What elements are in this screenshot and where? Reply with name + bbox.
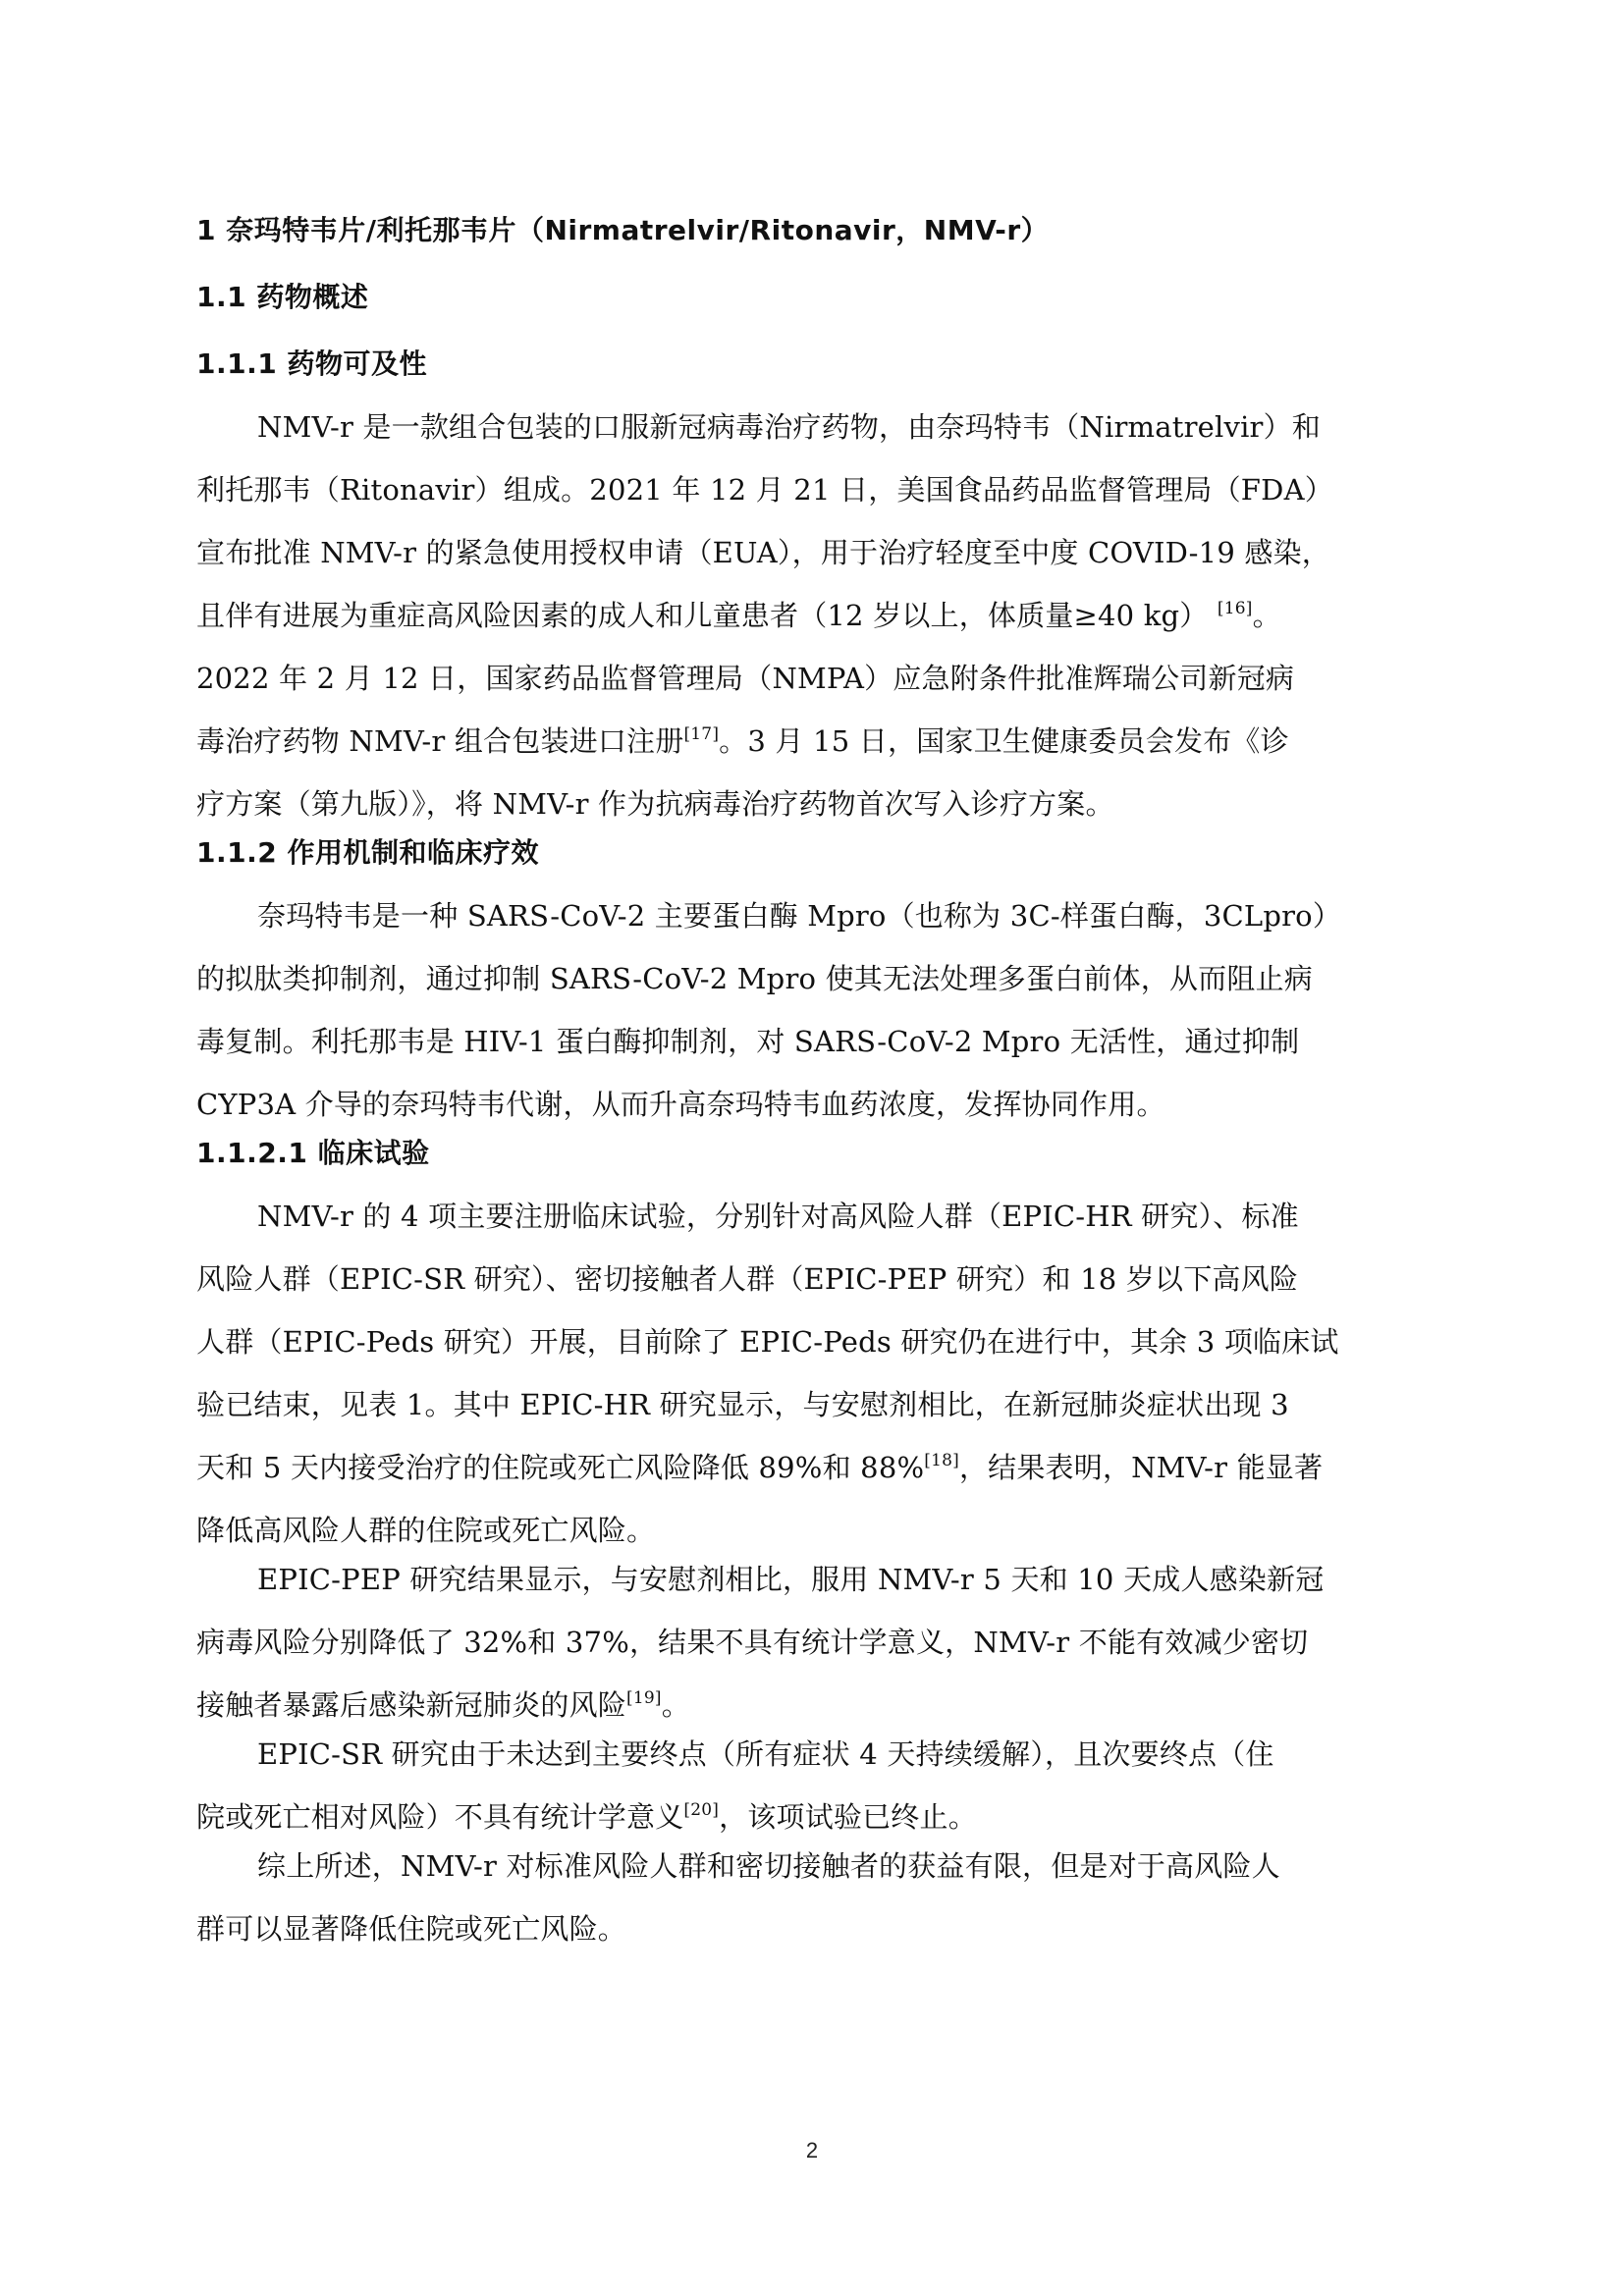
citation-ref-17: [17] xyxy=(683,724,720,744)
citation-ref-20: [20] xyxy=(683,1800,720,1820)
section-heading-1-1-2: 1.1.2 作用机制和临床疗效 xyxy=(196,836,539,869)
text-segment: 。 xyxy=(661,1688,690,1722)
text-segment: 毒治疗药物 NMV-r 组合包装进口注册 xyxy=(196,724,684,758)
text-line: 病毒风险分别降低了 32%和 37%，结果不具有统计学意义，NMV-r 不能有效减少密切 xyxy=(196,1626,1309,1659)
text-line: 宣布批准 NMV-r 的紧急使用授权申请（EUA），用于治疗轻度至中度 COVID-19 感染， xyxy=(196,536,1330,569)
paragraph-mechanism xyxy=(196,899,1434,1121)
text-segment: 且伴有进展为重症高风险因素的成人和儿童患者（12 岁以上，体质量≥40 kg） xyxy=(196,599,1209,632)
text-segment: 接触者暴露后感染新冠肺炎的风险 xyxy=(196,1688,627,1722)
text-line: 2022 年 2 月 12 日，国家药品监督管理局（NMPA）应急附条件批准辉瑞公司新冠病 xyxy=(196,662,1295,695)
text-line xyxy=(196,724,1434,758)
text-line: EPIC-SR 研究由于未达到主要终点（所有症状 4 天持续缓解），且次要终点（住 xyxy=(257,1737,1274,1771)
text-line xyxy=(196,1800,1434,1834)
text-line: 风险人群（EPIC-SR 研究）、密切接触者人群（EPIC-PEP 研究）和 18 岁以下高风险 xyxy=(196,1262,1299,1296)
text-line: 综上所述，NMV-r 对标准风险人群和密切接触者的获益有限，但是对于高风险人 xyxy=(257,1849,1280,1883)
text-line: NMV-r 是一款组合包装的口服新冠病毒治疗药物，由奈玛特韦（Nirmatrelvir）和 xyxy=(257,410,1322,444)
text-segment: 。 xyxy=(1252,599,1281,632)
citation-ref-19: [19] xyxy=(626,1688,662,1708)
paragraph-epic-pep xyxy=(196,1563,1434,1722)
section-heading-1-1-1: 1.1.1 药物可及性 xyxy=(196,347,427,380)
paragraph-epic-sr xyxy=(196,1737,1434,1834)
text-line: 降低高风险人群的住院或死亡风险。 xyxy=(196,1514,656,1547)
text-line: CYP3A 介导的奈玛特韦代谢，从而升高奈玛特韦血药浓度，发挥协同作用。 xyxy=(196,1088,1165,1121)
text-line xyxy=(196,1688,1434,1722)
paragraph-summary xyxy=(196,1849,1434,1946)
section-heading-1: 1 奈玛特韦片/利托那韦片（Nirmatrelvir/Ritonavir，NMV-r） xyxy=(196,214,1050,246)
citation-ref-18: [18] xyxy=(924,1451,959,1470)
text-segment: 。3 月 15 日，国家卫生健康委员会发布《诊 xyxy=(719,724,1289,758)
section-heading-1-1-2-1: 1.1.2.1 临床试验 xyxy=(196,1137,430,1169)
page-number: 2 xyxy=(805,2138,819,2163)
text-segment: 天和 5 天内接受治疗的住院或死亡风险降低 89%和 88% xyxy=(196,1451,925,1484)
text-segment: ，结果表明，NMV-r 能显著 xyxy=(958,1451,1324,1484)
text-line: 群可以显著降低住院或死亡风险。 xyxy=(196,1912,627,1946)
section-heading-1-1: 1.1 药物概述 xyxy=(196,281,369,313)
text-line: EPIC-PEP 研究结果显示，与安慰剂相比，服用 NMV-r 5 天和 10 天成人感染新冠 xyxy=(257,1563,1325,1596)
document-body xyxy=(196,214,1434,1961)
text-line: 利托那韦（Ritonavir）组成。2021 年 12 月 21 日，美国食品药品监督管理局（FDA） xyxy=(196,473,1333,507)
text-line: 人群（EPIC-Peds 研究）开展，目前除了 EPIC-Peds 研究仍在进行中，其余 3 项临床试 xyxy=(196,1325,1339,1359)
text-line xyxy=(196,599,1434,632)
citation-ref-16: [16] xyxy=(1217,599,1253,618)
text-line: 毒复制。利托那韦是 HIV-1 蛋白酶抑制剂，对 SARS-CoV-2 Mpro 无活性，通过抑制 xyxy=(196,1025,1300,1058)
text-line: 验已结束，见表 1。其中 EPIC-HR 研究显示，与安慰剂相比，在新冠肺炎症状出现 3 xyxy=(196,1388,1289,1421)
paragraph-drug-accessibility xyxy=(196,410,1434,821)
text-line: NMV-r 的 4 项主要注册临床试验，分别针对高风险人群（EPIC-HR 研究）、标准 xyxy=(257,1200,1299,1233)
text-line: 的拟肽类抑制剂，通过抑制 SARS-CoV-2 Mpro 使其无法处理多蛋白前体，从而阻止病 xyxy=(196,962,1313,995)
text-line: 疗方案（第九版）》，将 NMV-r 作为抗病毒治疗药物首次写入诊疗方案。 xyxy=(196,787,1114,821)
text-segment: 院或死亡相对风险）不具有统计学意义 xyxy=(196,1800,684,1834)
paragraph-clinical-trials xyxy=(196,1200,1434,1547)
text-line xyxy=(196,1451,1434,1484)
text-line: 奈玛特韦是一种 SARS-CoV-2 主要蛋白酶 Mpro（也称为 3C-样蛋白酶，3CLpro） xyxy=(257,899,1342,933)
text-segment: ，该项试验已终止。 xyxy=(719,1800,977,1834)
